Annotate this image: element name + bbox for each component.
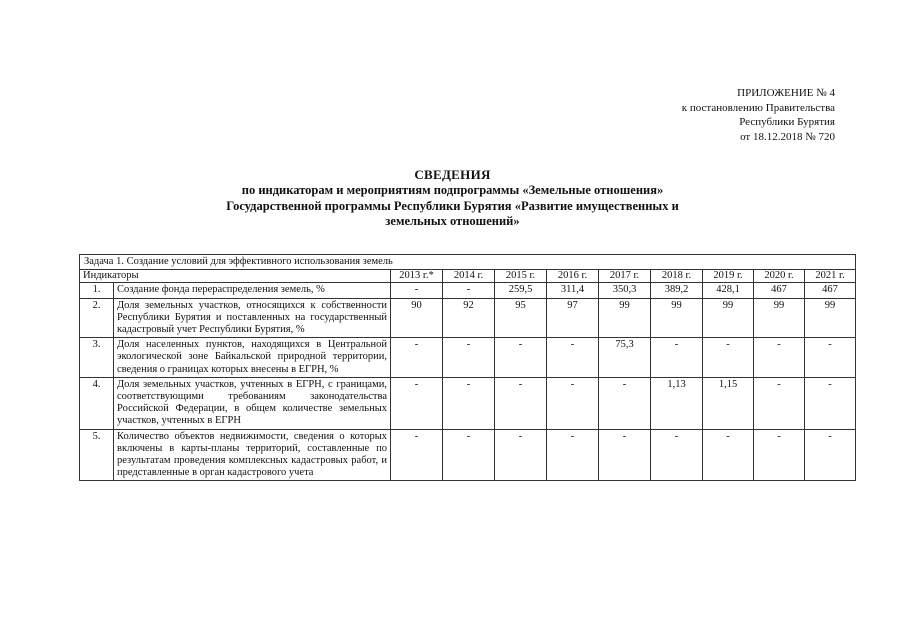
indicator-value: 428,1 xyxy=(703,283,754,298)
year-header: 2014 г. xyxy=(443,270,495,283)
indicator-value: 467 xyxy=(754,283,805,298)
appendix-line-3: Республики Бурятия xyxy=(739,116,835,128)
year-header: 2016 г. xyxy=(547,270,599,283)
year-header: 2021 г. xyxy=(805,270,856,283)
indicator-value: - xyxy=(391,377,443,429)
title-line-3: земельных отношений» xyxy=(385,214,520,228)
indicator-value: 99 xyxy=(651,298,703,338)
indicator-value: 99 xyxy=(703,298,754,338)
indicator-value: 389,2 xyxy=(651,283,703,298)
indicator-label: Доля земельных участков, относящихся к собственности Республики Бурятия и поставленных на государственный кадастровый учет Республики Бурятия, % xyxy=(114,298,391,338)
indicator-value: 90 xyxy=(391,298,443,338)
indicator-value: 1,15 xyxy=(703,377,754,429)
appendix-line-2: к постановлению Правительства xyxy=(681,101,835,114)
indicator-value: - xyxy=(703,429,754,481)
indicator-label: Доля земельных участков, учтенных в ЕГРН, с границами, соответствующими требованиям законодательства Российской Федерации, в общем количестве земельных участков, учтенных в ЕГРН xyxy=(114,377,391,429)
indicator-value: - xyxy=(495,377,547,429)
indicator-value: - xyxy=(391,429,443,481)
table-row xyxy=(80,298,856,338)
indicator-value: - xyxy=(754,429,805,481)
indicator-value: - xyxy=(805,429,856,481)
indicator-value: - xyxy=(599,377,651,429)
indicator-value: - xyxy=(805,338,856,378)
header-row xyxy=(80,270,856,283)
row-number: 4. xyxy=(80,377,114,429)
indicator-value: - xyxy=(754,338,805,378)
indicator-value: 259,5 xyxy=(495,283,547,298)
indicator-label: Создание фонда перераспределения земель, % xyxy=(114,283,391,298)
indicator-value: 311,4 xyxy=(547,283,599,298)
task-row xyxy=(80,255,856,270)
indicator-value: - xyxy=(651,338,703,378)
indicator-value: 1,13 xyxy=(651,377,703,429)
document-title xyxy=(0,167,905,230)
indicators-table xyxy=(79,254,856,481)
indicator-value: - xyxy=(703,338,754,378)
indicator-value: 97 xyxy=(547,298,599,338)
year-header: 2020 г. xyxy=(754,270,805,283)
indicator-value: 99 xyxy=(599,298,651,338)
title-line-1: по индикаторам и мероприятиям подпрограммы «Земельные отношения» xyxy=(241,183,664,197)
indicator-value: - xyxy=(391,338,443,378)
indicator-value: - xyxy=(805,377,856,429)
indicator-value: 99 xyxy=(754,298,805,338)
indicator-label: Доля населенных пунктов, находящихся в Центральной экологической зоне Байкальской природной территории, сведения о границах которых внесены в ЕГРН, % xyxy=(114,338,391,378)
year-header: 2018 г. xyxy=(651,270,703,283)
indicator-value: - xyxy=(495,338,547,378)
indicator-value: - xyxy=(443,429,495,481)
year-header: 2013 г.* xyxy=(391,270,443,283)
indicator-value: 92 xyxy=(443,298,495,338)
indicator-value: - xyxy=(443,377,495,429)
task-cell: Задача 1. Создание условий для эффективного использования земель xyxy=(80,255,856,270)
indicator-value: - xyxy=(495,429,547,481)
year-header: 2017 г. xyxy=(599,270,651,283)
row-number: 5. xyxy=(80,429,114,481)
table-row xyxy=(80,338,856,378)
indicator-value: - xyxy=(443,338,495,378)
indicators-table-body xyxy=(80,255,856,481)
indicator-value: - xyxy=(599,429,651,481)
row-number: 2. xyxy=(80,298,114,338)
title-line-2: Государственной программы Республики Бурятия «Развитие имущественных и xyxy=(226,198,679,213)
indicator-value: 350,3 xyxy=(599,283,651,298)
year-header: 2019 г. xyxy=(703,270,754,283)
table-row xyxy=(80,429,856,481)
indicator-value: 467 xyxy=(805,283,856,298)
indicator-value: - xyxy=(547,429,599,481)
indicator-value: 95 xyxy=(495,298,547,338)
indicator-label: Количество объектов недвижимости, сведения о которых включены в карты-планы территорий, составленные по результатам проведения комплексных кадастровых работ, и представленные в орган кадастрового учета xyxy=(114,429,391,481)
row-number: 3. xyxy=(80,338,114,378)
indicator-value: - xyxy=(547,338,599,378)
appendix-line-1: ПРИЛОЖЕНИЕ № 4 xyxy=(737,87,835,99)
table-row xyxy=(80,283,856,298)
indicator-value: - xyxy=(391,283,443,298)
title-main: СВЕДЕНИЯ xyxy=(414,167,491,182)
indicators-header: Индикаторы xyxy=(80,270,391,283)
year-header: 2015 г. xyxy=(495,270,547,283)
appendix-line-4: от 18.12.2018 № 720 xyxy=(740,130,835,143)
table-row xyxy=(80,377,856,429)
row-number: 1. xyxy=(80,283,114,298)
indicator-value: 99 xyxy=(805,298,856,338)
indicator-value: - xyxy=(547,377,599,429)
appendix-header xyxy=(682,86,835,144)
indicator-value: - xyxy=(443,283,495,298)
indicator-value: - xyxy=(754,377,805,429)
indicator-value: 75,3 xyxy=(599,338,651,378)
indicator-value: - xyxy=(651,429,703,481)
